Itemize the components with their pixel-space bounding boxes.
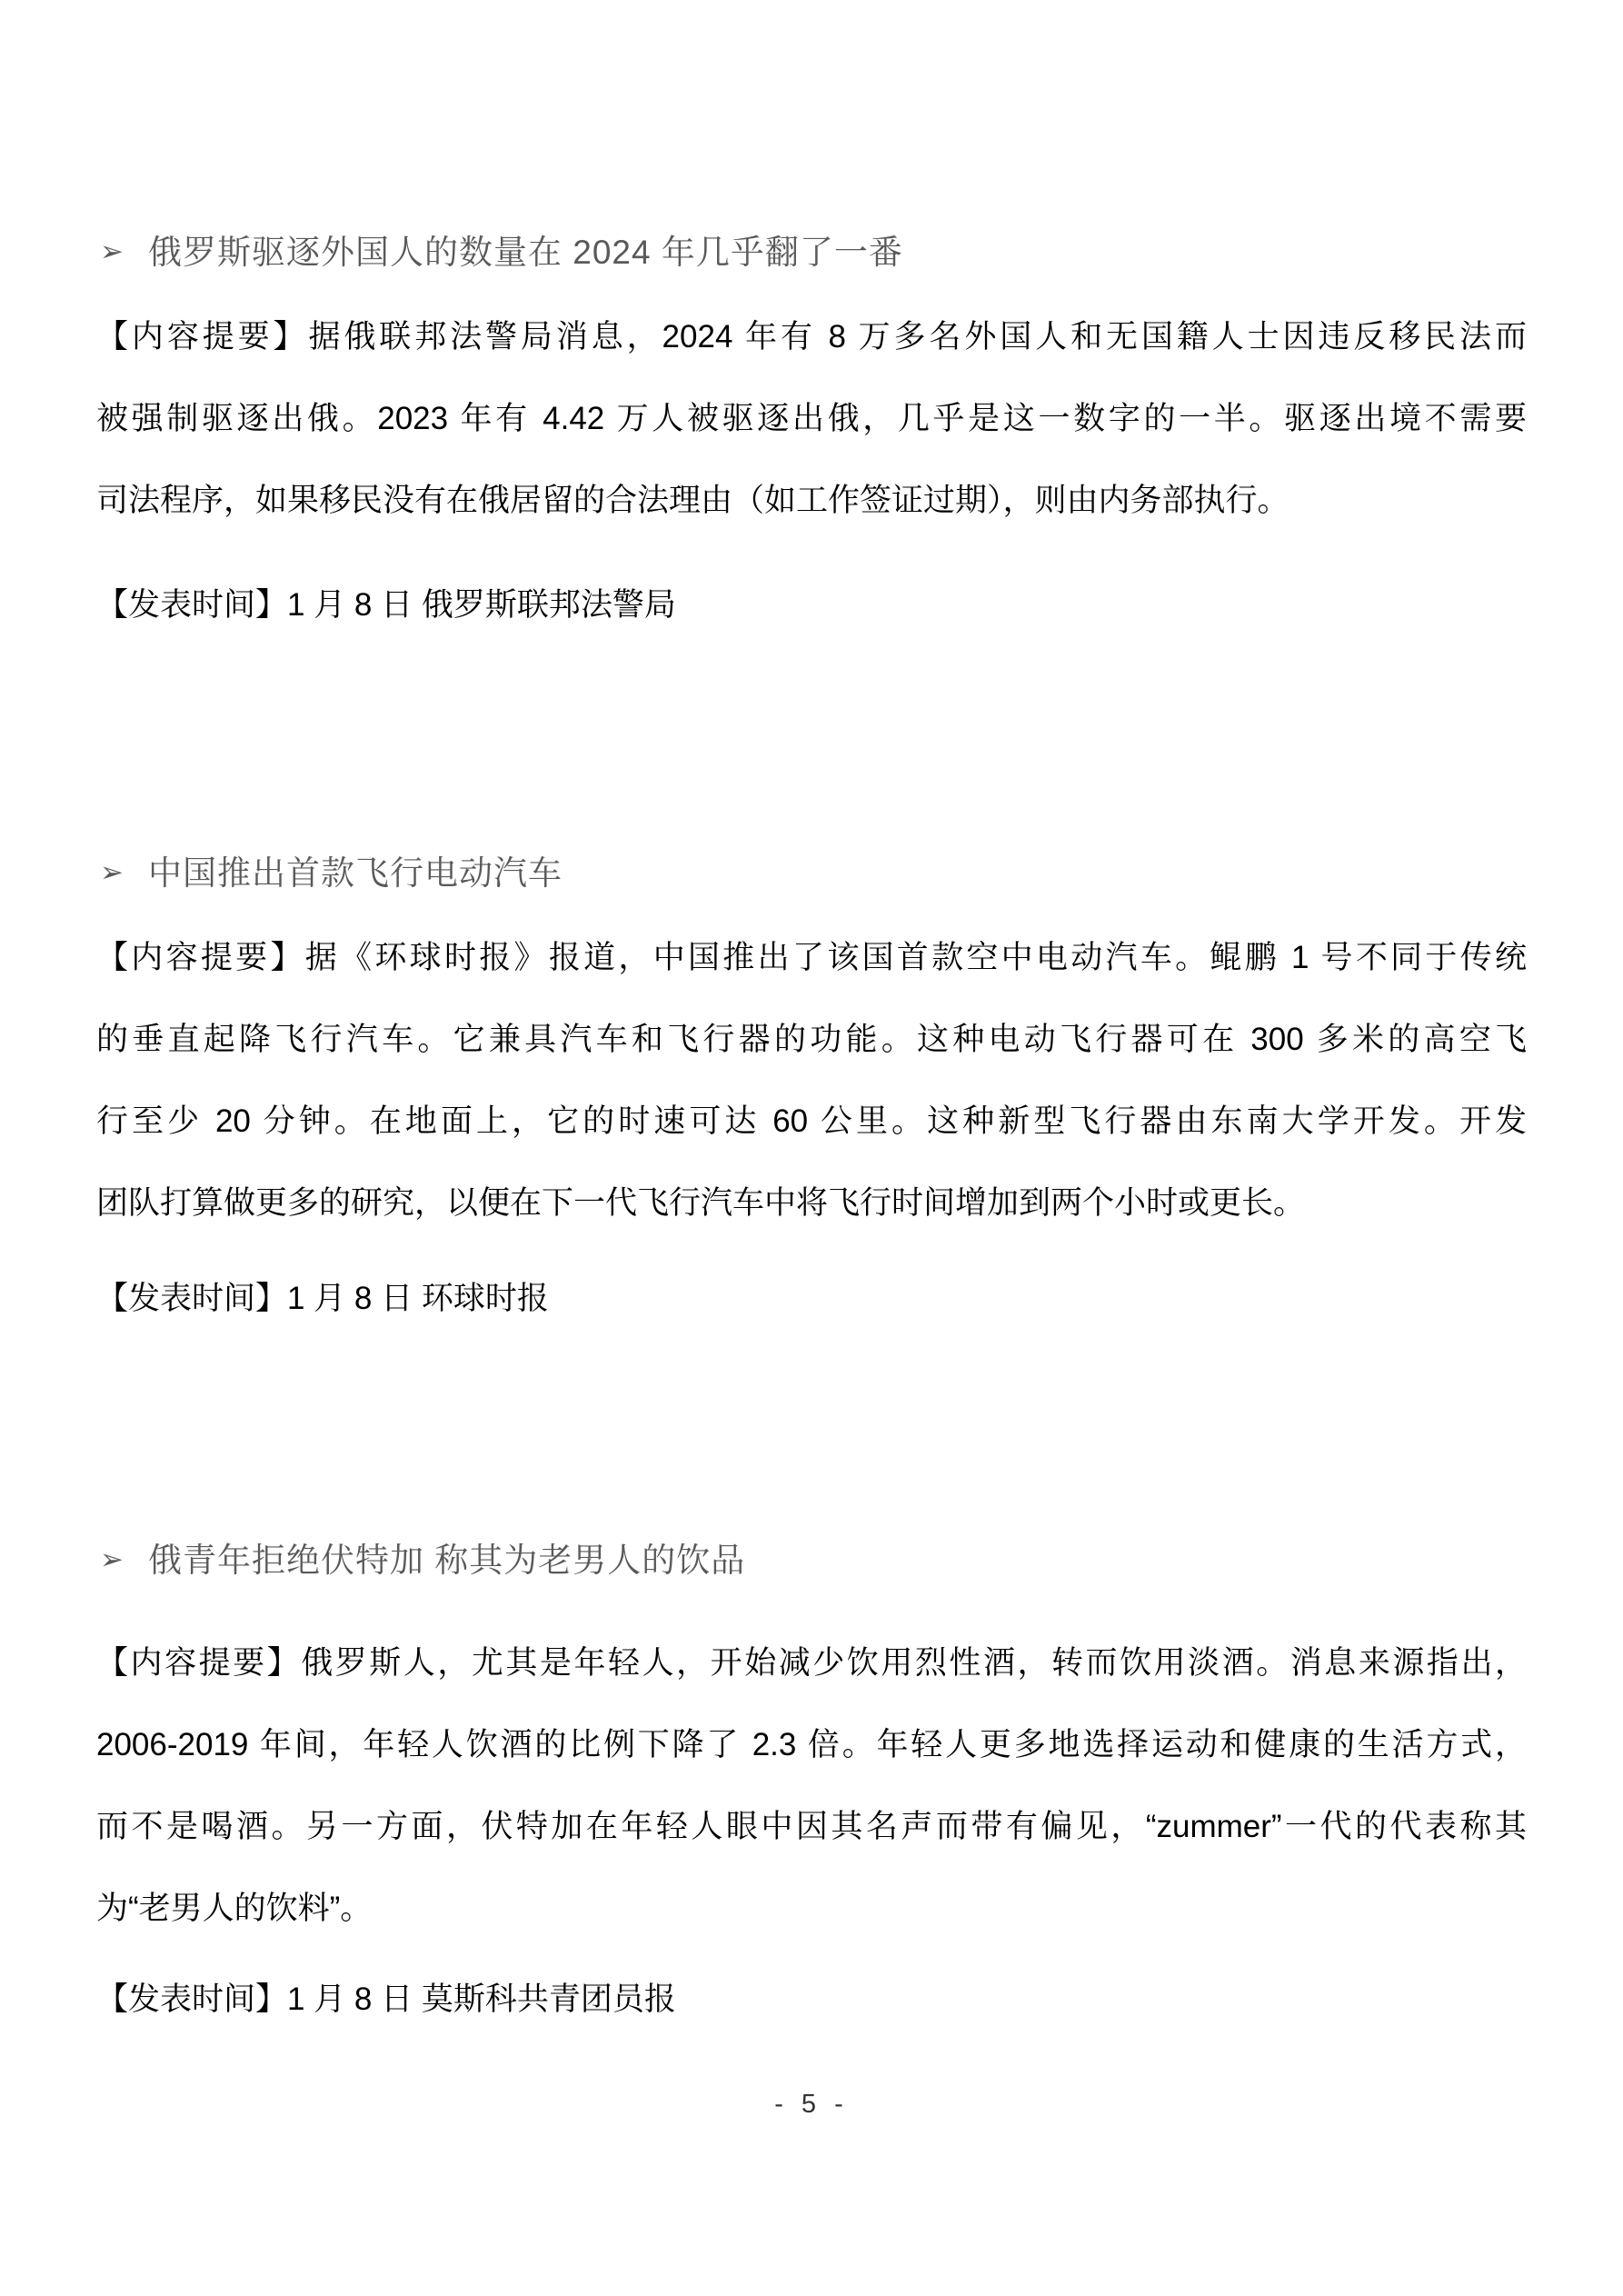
news-heading-1 xyxy=(96,227,1527,278)
paragraph-line: 而不是喝酒。另一方面，伏特加在年轻人眼中因其名声而带有偏见，“zummer”一代的代表称其 xyxy=(96,1809,1527,1844)
arrow-bullet-icon: ➢ xyxy=(100,1543,124,1575)
publish-time-line: 【发表时间】1 月 8 日 俄罗斯联邦法警局 xyxy=(96,587,676,623)
news-summary-paragraph xyxy=(96,1622,1527,1950)
news-title: 俄罗斯驱逐外国人的数量在 2024 年几乎翻了一番 xyxy=(147,234,903,271)
paragraph-line: 的垂直起降飞行汽车。它兼具汽车和飞行器的功能。这种电动飞行器可在 300 多米的高空飞 xyxy=(96,1022,1527,1057)
news-title: 俄青年拒绝伏特加 称其为老男人的饮品 xyxy=(147,1542,746,1579)
news-title: 中国推出首款飞行电动汽车 xyxy=(147,854,563,892)
paragraph-line: 行至少 20 分钟。在地面上，它的时速可达 60 公里。这种新型飞行器由东南大学开发。开发 xyxy=(96,1103,1527,1139)
arrow-bullet-icon: ➢ xyxy=(100,856,124,888)
paragraph-line: 【内容提要】俄罗斯人，尤其是年轻人，开始减少饮用烈性酒，转而饮用淡酒。消息来源指出， xyxy=(96,1645,1527,1681)
paragraph-line: 团队打算做更多的研究，以便在下一代飞行汽车中将飞行时间增加到两个小时或更长。 xyxy=(96,1185,1306,1221)
page-number: - 5 - xyxy=(774,2090,849,2119)
paragraph-line: 【内容提要】据俄联邦法警局消息，2024 年有 8 万多名外国人和无国籍人士因违反移民法而 xyxy=(96,319,1527,354)
news-summary-paragraph xyxy=(96,917,1527,1244)
paragraph-line: 为“老男人的饮料”。 xyxy=(96,1891,373,1926)
arrow-bullet-icon: ➢ xyxy=(100,235,124,267)
news-heading-2 xyxy=(96,848,1527,899)
paragraph-line: 【内容提要】据《环球时报》报道，中国推出了该国首款空中电动汽车。鲲鹏 1 号不同于传统 xyxy=(96,940,1527,975)
paragraph-line: 司法程序，如果移民没有在俄居留的合法理由（如工作签证过期），则由内务部执行。 xyxy=(96,483,1289,518)
publish-time-line: 【发表时间】1 月 8 日 莫斯科共青团员报 xyxy=(96,1982,676,2017)
paragraph-line: 2006-2019 年间，年轻人饮酒的比例下降了 2.3 倍。年轻人更多地选择运动和健康的生活方式， xyxy=(96,1727,1527,1762)
paragraph-line: 被强制驱逐出俄。2023 年有 4.42 万人被驱逐出俄，几乎是这一数字的一半。驱逐出境不需要 xyxy=(96,401,1527,436)
news-summary-paragraph xyxy=(96,296,1527,542)
news-heading-3 xyxy=(96,1535,1527,1586)
publish-time-line: 【发表时间】1 月 8 日 环球时报 xyxy=(96,1281,549,1316)
